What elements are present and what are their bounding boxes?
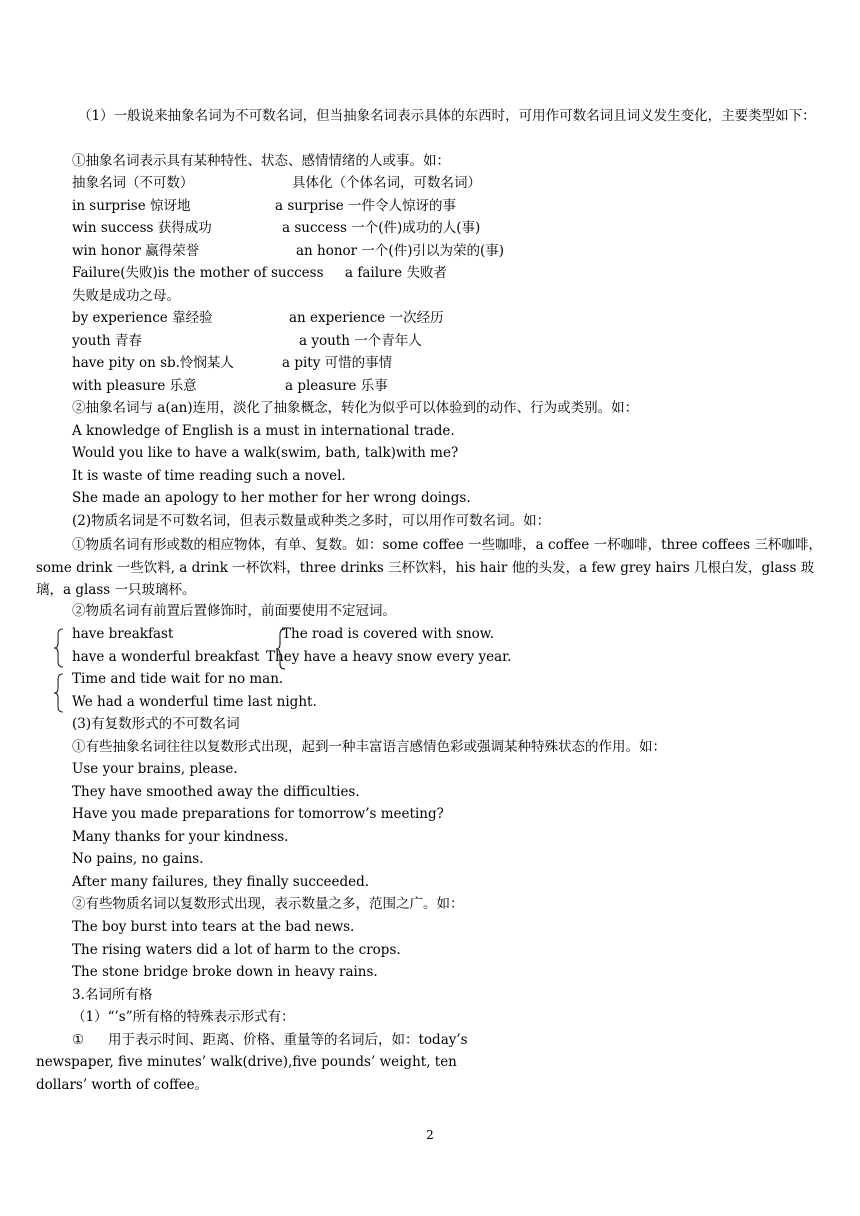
pair-left: have pity on sb.怜悯某人	[72, 355, 234, 371]
brace1-right-line1: The road is covered with snow.	[282, 626, 495, 642]
pair-left: win success 获得成功	[72, 220, 212, 236]
left-brace-icon	[54, 628, 64, 668]
example-sentence: No pains, no gains.	[72, 851, 204, 867]
table-header-right: 具体化（个体名词，可数名词）	[292, 175, 481, 191]
example-sentence: She made an apology to her mother for her wrong doings.	[72, 490, 471, 506]
section-4-item-line2: newspaper, five minutes’ walk(drive),five pounds’ weight, ten	[36, 1054, 457, 1070]
pair-right: a pity 可惜的事情	[282, 355, 393, 371]
example-sentence: Have you made preparations for tomorrow’s meeting?	[72, 806, 444, 822]
section-4-title: 3.名词所有格	[72, 987, 153, 1003]
brace2-line1: Time and tide wait for no man.	[72, 671, 284, 687]
example-sentence: Would you like to have a walk(swim, bath, talk)with me?	[72, 445, 459, 461]
pair-right: a youth 一个青年人	[299, 333, 422, 349]
page-number: 2	[426, 1128, 434, 1142]
section-3b-title: ②有些物质名词以复数形式出现，表示数量之多，范围之广。如：	[72, 896, 464, 912]
section-3a-title: ①有些抽象名词往往以复数形式出现，起到一种丰富语言感情色彩或强调某种特殊状态的作用。如：	[72, 739, 666, 755]
example-sentence: Many thanks for your kindness.	[72, 829, 289, 845]
brace1-left-line1: have breakfast	[72, 626, 174, 642]
pair-left: Failure(失败)is the mother of success	[72, 265, 324, 281]
pair-right: an experience 一次经历	[289, 310, 444, 326]
pair-right: an honor 一个(件)引以为荣的(事)	[296, 243, 504, 259]
pair-right: a surprise 一件令人惊讶的事	[275, 198, 457, 214]
pair-left: youth 青春	[72, 333, 142, 349]
section-4-item-line3: dollars’ worth of coffee。	[36, 1077, 209, 1093]
brace1-left-line2: have a wonderful breakfast	[72, 649, 260, 665]
pair-left: win honor 赢得荣誉	[72, 243, 200, 259]
example-sentence: It is waste of time reading such a novel.	[72, 468, 346, 484]
example-sentence: The rising waters did a lot of harm to the crops.	[72, 942, 401, 958]
section-3-title: (3)有复数形式的不可数名词	[72, 716, 240, 732]
pair-left: with pleasure 乐意	[72, 378, 197, 394]
pair-right: a success 一个(件)成功的人(事)	[282, 220, 481, 236]
example-sentence: The boy burst into tears at the bad news.	[72, 919, 355, 935]
brace1-right-line2: They have a heavy snow every year.	[266, 649, 512, 665]
section-1a-title: ①抽象名词表示具有某种特性、状态、感情情绪的人或事。如：	[72, 153, 450, 169]
example-sentence: Use your brains, please.	[72, 761, 238, 777]
section-1b-title: ②抽象名词与 a(an)连用，淡化了抽象概念，转化为似乎可以体验到的动作、行为或类别。如：	[72, 400, 639, 416]
section-2b-title: ②物质名词有前置后置修饰时，前面要使用不定冠词。	[72, 603, 396, 619]
example-sentence: The stone bridge broke down in heavy rains.	[72, 964, 378, 980]
example-sentence: A knowledge of English is a must in international trade.	[72, 423, 455, 439]
example-sentence: After many failures, they finally succeeded.	[72, 874, 370, 890]
intro-paragraph-block	[36, 105, 826, 128]
section-4-subtitle: （1）“’s”所有格的特殊表示形式有：	[72, 1009, 295, 1025]
section-2a-paragraph	[36, 534, 826, 602]
table-header-left: 抽象名词（不可数）	[72, 175, 194, 191]
section-4-item-number: ①	[72, 1032, 85, 1048]
intro-text: （1）一般说来抽象名词为不可数名词，但当抽象名词表示具体的东西时，可用作可数名词且词义发生变化，主要类型如下：	[78, 108, 816, 124]
pair-right: a failure 失败者	[345, 265, 447, 281]
example-sentence: They have smoothed away the difficulties.	[72, 784, 360, 800]
pair-left: in surprise 惊讶地	[72, 198, 191, 214]
section-4-item-line1: 用于表示时间、距离、价格、重量等的名词后，如：today’s	[108, 1032, 468, 1048]
section-2-title: (2)物质名词是不可数名词，但表示数量或种类之多时，可以用作可数名词。如：	[72, 513, 551, 529]
section-2a-text: ①物质名词有形或数的相应物体，有单、复数。如：some coffee 一些咖啡，a coffee 一杯咖啡，three coffees 三杯咖啡，some drink 一些饮料, a drink 一杯饮料，three drinks 三杯饮料，his hair 他的头发，a few grey hairs 几根白发，glass 玻璃，a glass 一只玻璃杯。	[36, 537, 822, 598]
failure-translation: 失败是成功之母。	[72, 288, 180, 304]
brace2-line2: We had a wonderful time last night.	[72, 694, 317, 710]
left-brace-icon	[54, 673, 64, 713]
pair-left: by experience 靠经验	[72, 310, 213, 326]
pair-right: a pleasure 乐事	[285, 378, 388, 394]
